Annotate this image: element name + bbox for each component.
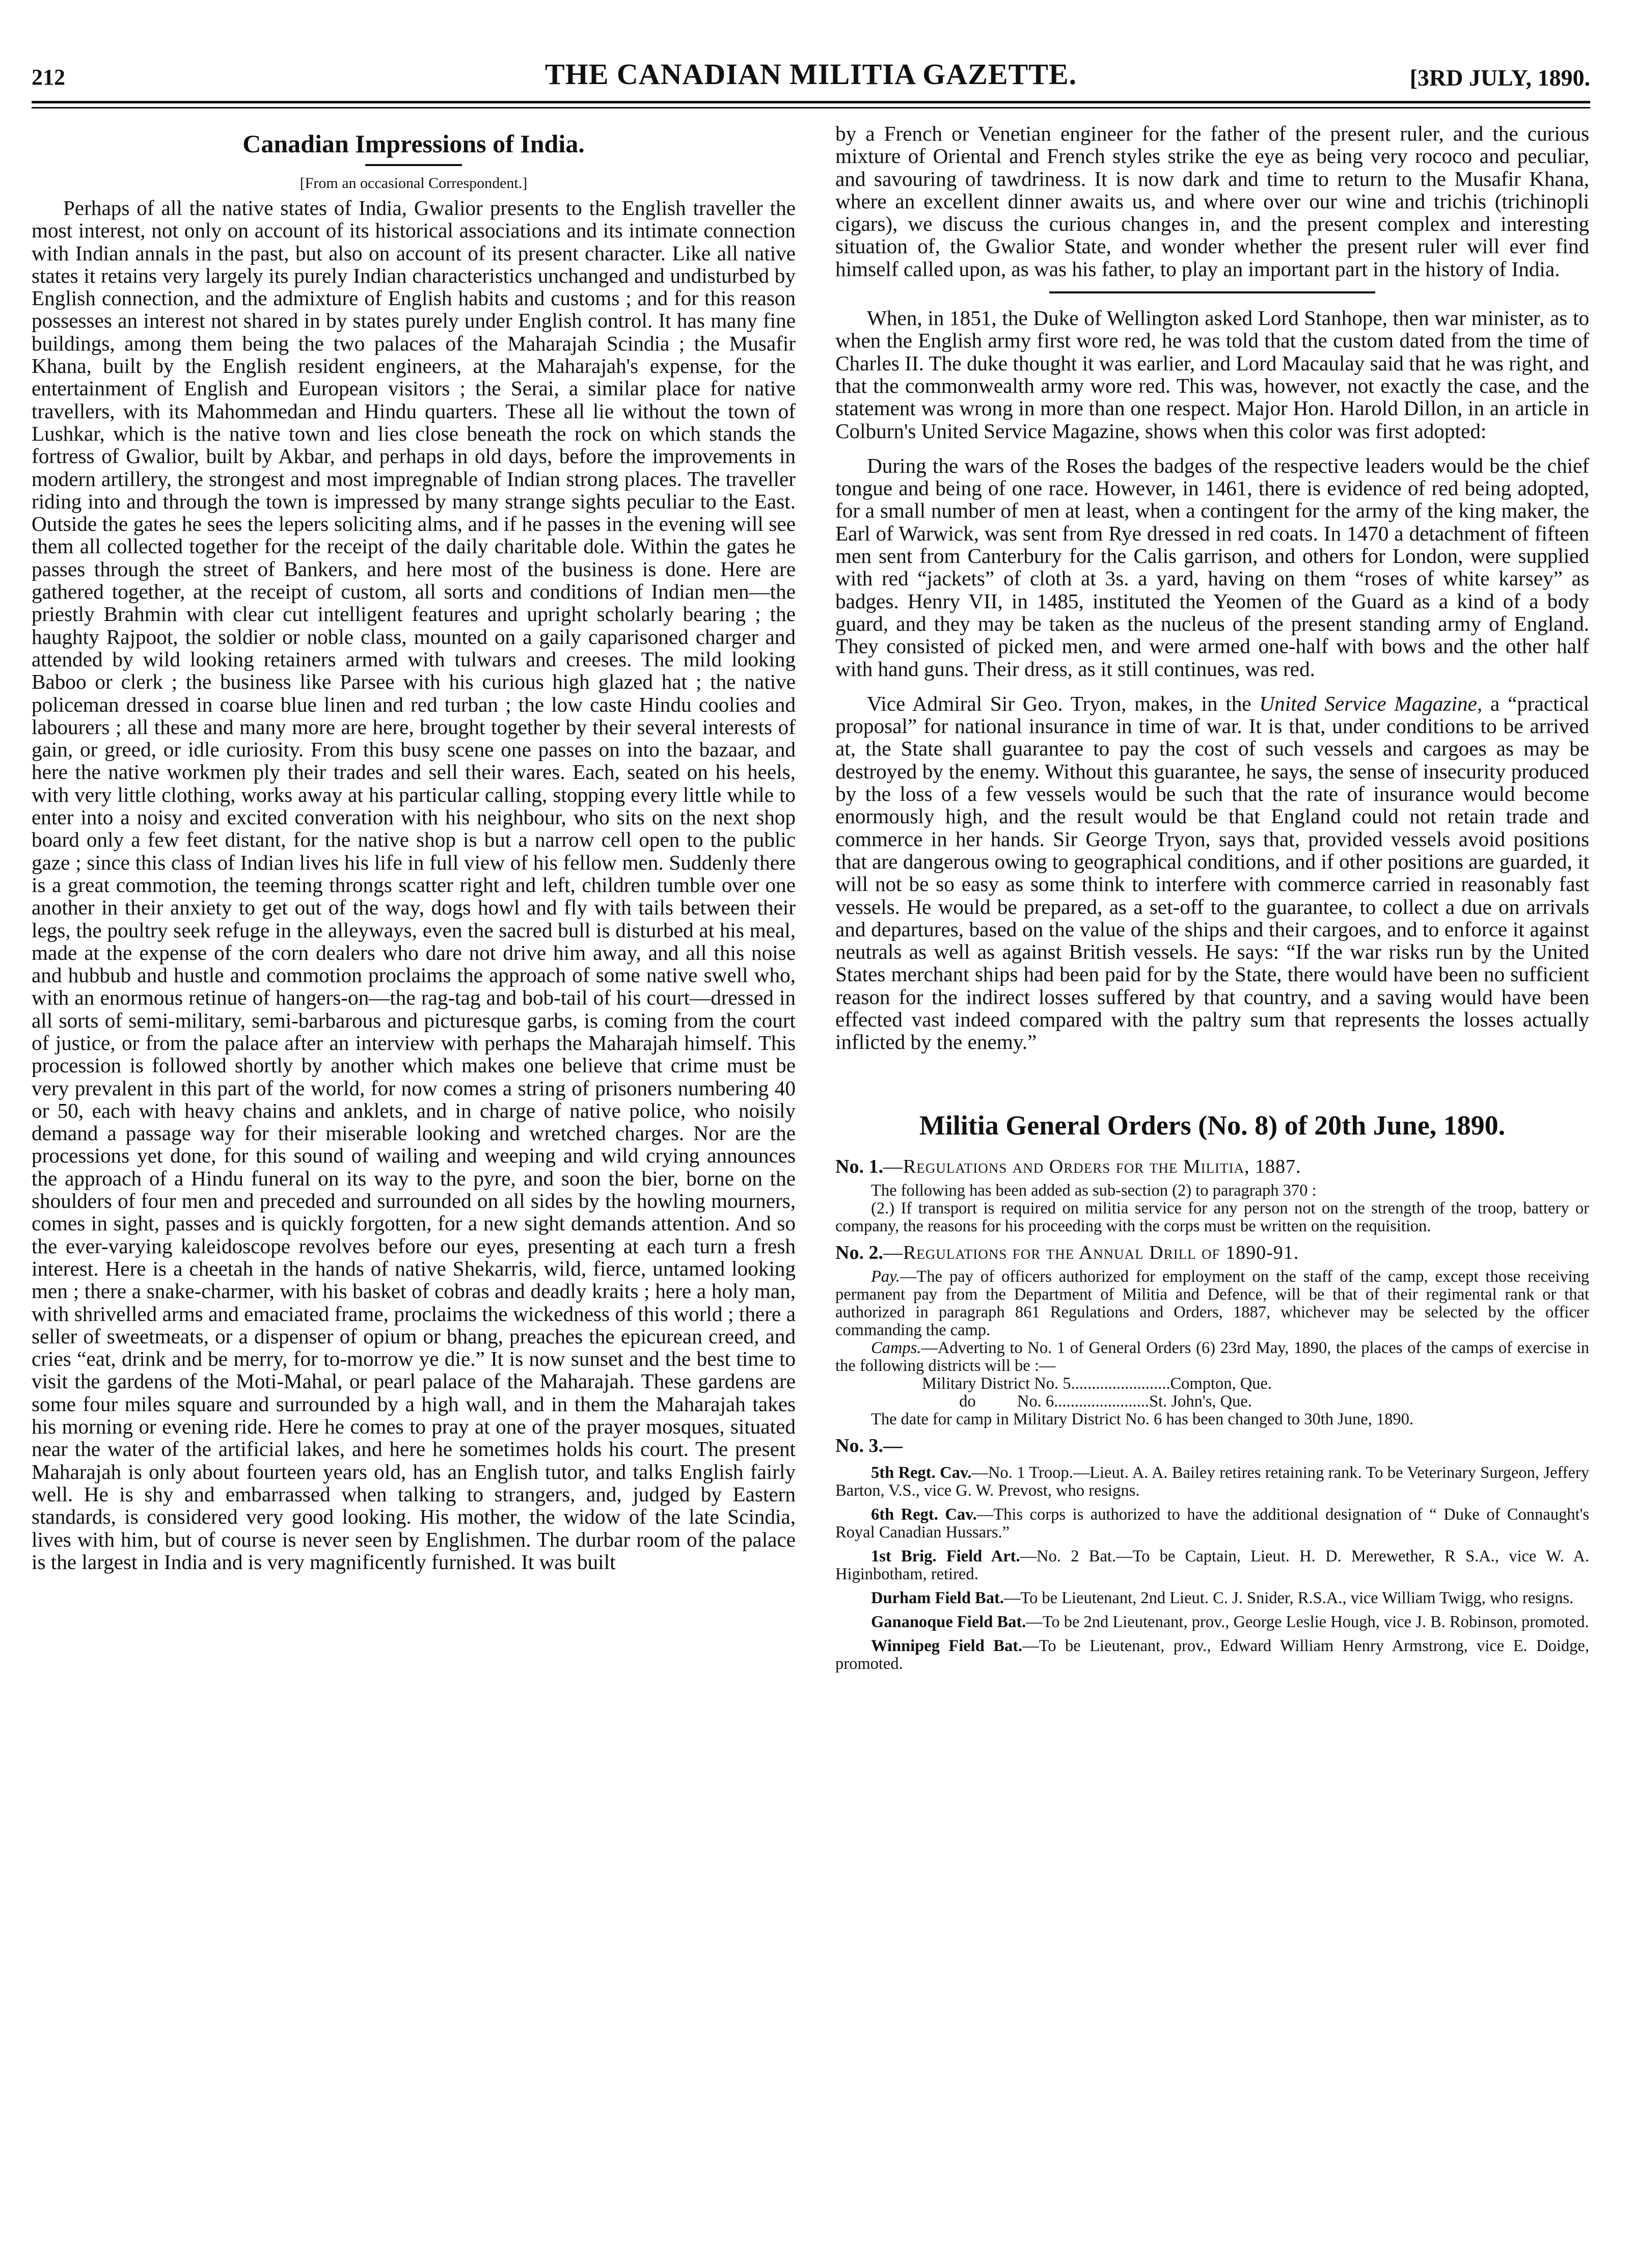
header-rule [32, 101, 1590, 103]
page-number: 212 [32, 65, 65, 90]
tryon-text: a “practical proposal” for national insurance in time of war. It is that, under conditions to be arrived at, the State shall guarantee to pay the cost of such vessels and cargoes as may be destroyed by the enemy. Without this guarantee, he says, the sense of insecurity produced by the loss of a few vessels would be such that the rate of insurance would become enormously high, and the result would be that England could not retain trade and commerce in her hands. Sir George Tryon, says that, provided vessels avoid positions that are dangerous owing to geographical conditions, and if other positions are guarded, it will not be so easy as some think to interfere with commerce carried in reasonably fast vessels. He would be prepared, as a set-off to the guarantee, to collect a due on arrivals and departures, based on the value of the ships and their cargoes, and to enforce it against neutrals as well as against British vessels. He says: “If the war risks run by the United States merchant ships had been paid for by the State, there would have been no sufficient reason for the indirect losses suffered by that country, and a saving would have been effected vast indeed compared with the paltry sum that represents the losses actually inflicted by the enemy.” [835, 691, 1589, 1054]
orders-title: Militia General Orders (No. 8) of 20th June, 1890. [919, 1110, 1506, 1141]
article-continuation: by a French or Venetian engineer for the father of the present ruler, and the curious mixture of Oriental and French styles strike the eye as being very rococo and peculiar, and savouring of tawdriness. It is now dark and time to return to the Musafir Khana, where an excellent dinner awaits us, and where over our wine and trichis (trichinopli cigars), we discuss the curious changes in, and the present complex and interesting situation of, the Gwalior State, and wonder whether the present ruler will ever find himself called upon, as was his father, to play an important part in the history of India. [835, 122, 1589, 281]
unit-order: Gananoque Field Bat.—To be 2nd Lieutenant, prov., George Leslie Hough, vice J. B. Robinson, promoted. [871, 1612, 1589, 1631]
unit-order: 1st Brig. Field Art.—No. 2 Bat.—To be Captain, Lieut. H. D. Merewether, R S.A., vice W. A. Higinbotham, retired. [835, 1547, 1589, 1583]
camp-district-6: do No. 6.......................St. John's, Que. [922, 1392, 1252, 1411]
unit-order: 5th Regt. Cav.—No. 1 Troop.—Lieut. A. A. Bailey retires retaining rank. To be Veterinary Surgeon, Jeffery Barton, V.S., vice G. W. Prevost, who resigns. [835, 1463, 1589, 1500]
pay-paragraph: Pay.—The pay of officers authorized for employment on the staff of the camp, except those receiving permanent pay from the Department of Militia and Defence, will be that of their regimental rank or that authorized in paragraph 861 Regulations and Orders, 1887, whichever may be selected by the officer commanding the camp. [835, 1267, 1589, 1339]
camps-paragraph: Camps.—Adverting to No. 1 of General Orders (6) 23rd May, 1890, the places of the camps of exercise in the following districts will be :— [835, 1338, 1589, 1375]
camp-date-note: The date for camp in Military District No. 6 has been changed to 30th June, 1890. [871, 1410, 1414, 1428]
camp-district-5: Military District No. 5........................Compton, Que. [922, 1374, 1272, 1393]
unit-order: 6th Regt. Cav.—This corps is authorized to have the additional designation of “ Duke of Connaught's Royal Canadian Hussars.” [835, 1505, 1589, 1542]
publication-title: THE CANADIAN MILITIA GAZETTE. [545, 58, 1077, 91]
issue-date: [3RD JULY, 1890. [1409, 65, 1590, 91]
roses-paragraph: During the wars of the Roses the badges of the respective leaders would be the chief tongue and being of one race. However, in 1461, there is evidence of red being adopted, for a small number of men at least, when a contingent for the army of the king maker, the Earl of Warwick, was sent from Rye dressed in red coats. In 1470 a detachment of fifteen men sent from Canterbury for the Calis garrison, and others for London, were supplied with red “jackets” of cloth at 3s. a yard, having on them “roses of white karsey” as badges. Henry VII, in 1485, instituted the Yeomen of the Guard as a kind of a body guard, and they may be taken as the nucleus of the present standing army of England. They consisted of picked men, and were armed one-half with bows and the other half with hand guns. Their dress, as it still continues, was red. [835, 453, 1589, 681]
unit-order: Durham Field Bat.—To be Lieutenant, 2nd Lieut. C. J. Snider, R.S.A., vice William Twigg, who resigns. [871, 1588, 1574, 1607]
order-no-1-text: The following has been added as sub-section (2) to paragraph 370 : [871, 1181, 1317, 1200]
right-column [835, 122, 1589, 2252]
article-title: Canadian Impressions of India. [242, 129, 585, 158]
order-no-3-heading: No. 3.— [835, 1435, 903, 1456]
unit-order: Winnipeg Field Bat.—To be Lieutenant, prov., Edward William Henry Armstrong, vice E. Doidge, promoted. [835, 1636, 1589, 1673]
wellington-paragraph: When, in 1851, the Duke of Wellington asked Lord Stanhope, then war minister, as to when the English army first wore red, he was told that the custom dated from the time of Charles II. The duke thought it was earlier, and Lord Macaulay said that he was right, and that the commonwealth army wore red. This was, however, not exactly the case, and the statement was wrong in more than one respect. Major Hon. Harold Dillon, in an article in Colburn's United Service Magazine, shows when this color was first adopted: [835, 306, 1589, 443]
header-rule-thin [32, 107, 1590, 109]
magazine-name: United Service Magazine, [1259, 691, 1483, 715]
order-no-1-subsection: (2.) If transport is required on militia service for any person not on the strength of the troop, battery or company, the reasons for his proceeding with the corps must be written on the requisition. [835, 1199, 1589, 1235]
article-paragraph: Perhaps of all the native states of India, Gwalior presents to the English traveller the most interest, not only on account of its historical associations and its intimate connection with Indian annals in the past, but also on account of its present character. Like all native states it retains very largely its purely Indian characteristics unchanged and undisturbed by English connection, and the admixture of English habits and customs ; and for this reason possesses an interest not shared in by states purely under English control. It has many fine buildings, among them being the two palaces of the Maharajah Scindia ; the Musafir Khana, built by the English resident engineers, at the Maharajah's expense, for the entertainment of English and European visitors ; the Serai, a similar place for native travellers, with its Mahommedan and Hindu quarters. These all lie without the town of Lushkar, which is the native town and lies close beneath the rock on which stands the fortress of Gwalior, built by Akbar, and perhaps in old days, before the improvements in modern artillery, the strongest and most impregnable of Indian strong places. The traveller riding into and through the town is impressed by many strange sights peculiar to the East. Outside the gates he sees the lepers soliciting alms, and if he passes in the evening will see them all collected together for the receipt of the daily charitable dole. Within the gates he passes through the street of Bankers, and here most of the business is done. Here are gathered together, at the receipt of custom, all sorts and conditions of Indian men—the priestly Brahmin with clear cut intelligent features and upright scholarly bearing ; the haughty Rajpoot, the soldier or noble class, mounted on a gaily caparisoned charger and attended by wild looking retainers armed with tulwars and creeses. The mild looking Baboo or clerk ; the business like Parsee with his curious high glazed hat ; the native policeman dressed in coarse blue linen and red turban ; the low caste Hindu coolies and labourers ; all these and many more are here, brought together by their several interests of gain, or greed, or idle curiosity. From this busy scene one passes on into the bazaar, and here the native workmen ply their trades and sell their wares. Each, seated on his heels, with very little clothing, works away at his particular calling, stopping every little while to enter into a noisy and excited converation with his neighbour, who sits on the next shop board only a few feet distant, for the native shop is but a narrow cell open to the public gaze ; since this class of Indian lives his life in full view of his fellow men. Suddenly there is a great commotion, the teeming throngs scatter right and left, children tumble over one another in their anxiety to get out of the way, dogs howl and fly with tails between their legs, the poultry seek refuge in the alleyways, even the sacred bull is disturbed at his meal, made at the expense of the corn dealers who dare not drive him away, and all this noise and hubbub and hustle and commotion proclaims the approach of some native swell who, with an enormous retinue of hangers-on—the rag-tag and bob-tail of his court—dressed in all sorts of semi-military, semi-barbarous and picturesque garbs, is coming from the court of justice, or from the palace after an interview with perhaps the Maharajah himself. This procession is followed shortly by another which makes one believe that crime must be very prevalent in this part of the world, for now comes a string of prisoners numbering 40 or 50, each with heavy chains and anklets, and in charge of native police, who noisily demand a passage way for their miserable looking and wretched charges. Nor are the processions yet done, for this sound of wailing and weeping and wild crying announces the approach of a Hindu funeral on its way to the pyre, and soon the bier, borne on the shoulders of four men and preceded and surrounded on all sides by the howling mourners, comes in sight, passes and is quickly forgotten, for a new sight demands attention. And so the ever-varying kaleidoscope revolves before our eyes, presenting at each turn a fresh interest. Here is a cheetah in the hands of native Shekarris, wild, fierce, untamed looking men ; there a snake-charmer, with his basket of cobras and deadly kraits ; here a holy man, with shrivelled arms and emaciated frame, proclaims the wickedness of this world ; there a seller of sweetmeats, or a dispenser of opium or bhang, preaches the epicurean creed, and cries “eat, drink and be merry, for to-morrow ye die.” It is now sunset and the best time to visit the gardens of the Moti-Mahal, or pearl palace of the Maharajah. These gardens are some four miles square and surrounded by a high wall, and in them the Maharajah takes his morning or evening ride. Here he comes to pray at one of the prayer mosques, situated near the water of the artificial lakes, and here he sometimes holds his court. The present Maharajah is only about fourteen years old, has an English tutor, and talks English fairly well. He is shy and embarrassed when talking to strangers, and, judged by Eastern standards, is considered very good looking. His mother, the widow of the late Scindia, lives with him, but of course is never seen by Englishmen. The durbar room of the palace is the largest in India and is very magnificently furnished. It was built [32, 196, 796, 1574]
order-no-1-heading: No. 1.—Regulations and Orders for the Militia, 1887. [835, 1155, 1301, 1177]
tryon-intro: Vice Admiral Sir Geo. Tryon, makes, in the [867, 691, 1260, 715]
article-byline: [From an occasional Correspondent.] [300, 175, 528, 192]
section-rule [1049, 291, 1375, 293]
tryon-paragraph [835, 692, 1589, 1054]
order-no-2-heading: No. 2.—Regulations for the Annual Drill of 1890-91. [835, 1241, 1299, 1263]
running-header [32, 57, 1590, 93]
title-rule [365, 164, 462, 166]
left-column [32, 122, 796, 2252]
